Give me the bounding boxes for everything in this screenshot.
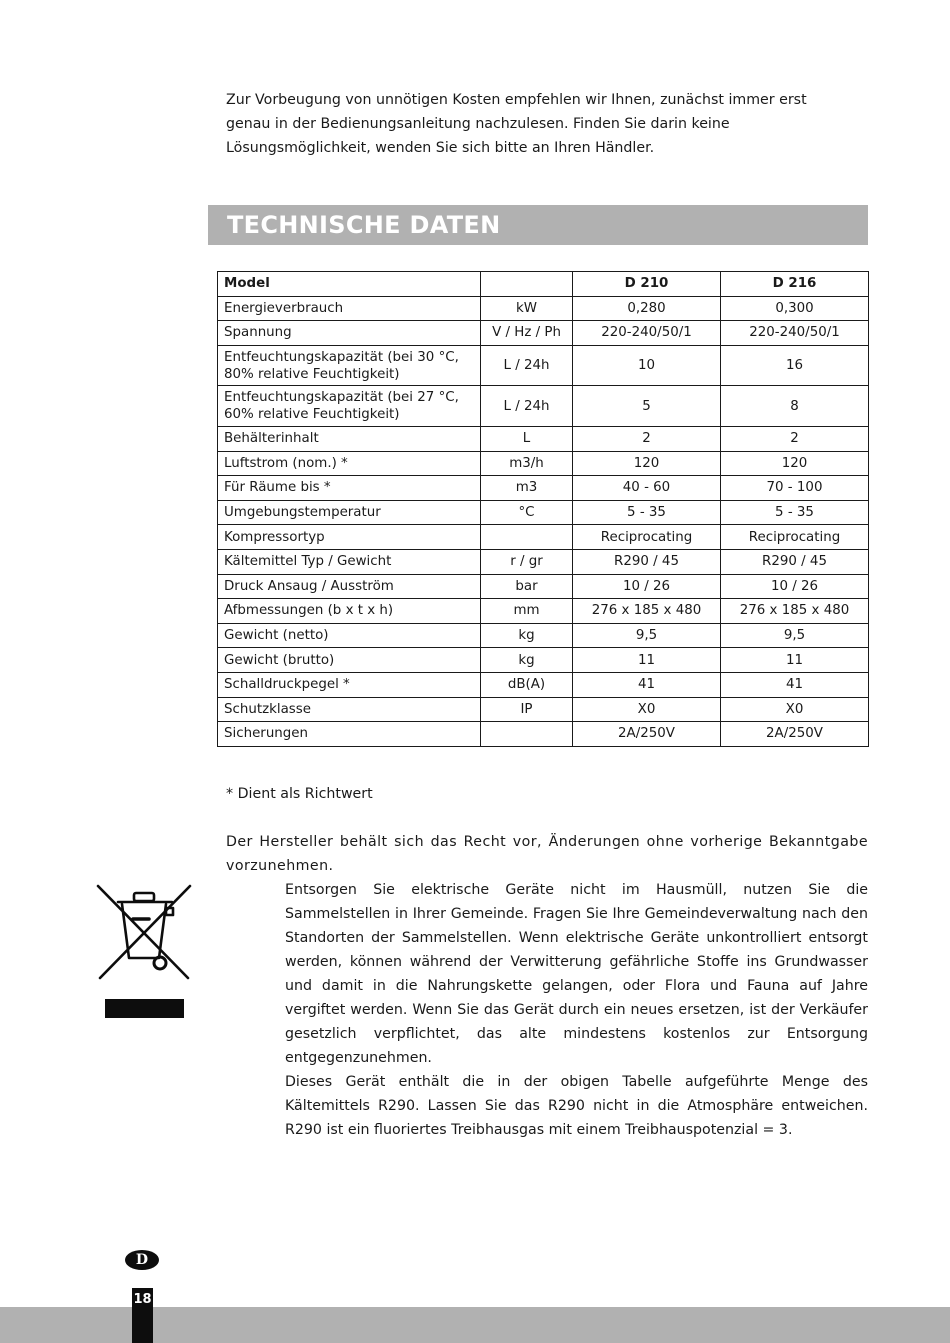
- spec-label-cell: Energieverbrauch: [218, 296, 481, 321]
- spec-d210-cell: X0: [573, 697, 721, 722]
- spec-d216-cell: 0,300: [721, 296, 869, 321]
- spec-d216-cell: 276 x 185 x 480: [721, 599, 869, 624]
- table-row: [218, 386, 869, 427]
- spec-d210-cell: 0,280: [573, 296, 721, 321]
- table-row: [218, 345, 869, 386]
- technical-data-table: [217, 271, 869, 747]
- spec-unit-cell: L / 24h: [481, 386, 573, 427]
- table-row: [218, 574, 869, 599]
- spec-unit-cell: bar: [481, 574, 573, 599]
- technical-data-table-body: [218, 272, 869, 747]
- spec-label-cell: Umgebungstemperatur: [218, 500, 481, 525]
- table-row: [218, 525, 869, 550]
- table-row: [218, 599, 869, 624]
- spec-unit-cell: [481, 525, 573, 550]
- spec-d216-cell: 220-240/50/1: [721, 321, 869, 346]
- spec-d210-cell: 276 x 185 x 480: [573, 599, 721, 624]
- spec-label-cell: Entfeuchtungskapazität (bei 27 °C, 60% relative Feuchtigkeit): [218, 386, 481, 427]
- weee-marking-bar: [105, 999, 184, 1018]
- rights-notice: Der Hersteller behält sich das Recht vor, Änderungen ohne vorherige Bekanntgabe vorzunehmen.: [226, 834, 868, 874]
- table-row: [218, 672, 869, 697]
- spec-d216-cell: 9,5: [721, 623, 869, 648]
- spec-d216-cell: 120: [721, 451, 869, 476]
- spec-unit-cell: [481, 272, 573, 297]
- spec-d210-cell: R290 / 45: [573, 549, 721, 574]
- spec-d210-cell: 10: [573, 345, 721, 386]
- table-row: [218, 549, 869, 574]
- language-badge: D: [125, 1250, 159, 1270]
- spec-label-cell: Luftstrom (nom.) *: [218, 451, 481, 476]
- spec-d216-cell: 16: [721, 345, 869, 386]
- spec-unit-cell: kW: [481, 296, 573, 321]
- spec-label-cell: Sicherungen: [218, 722, 481, 747]
- weee-bin-icon: [96, 884, 192, 980]
- page-number: 18: [133, 1292, 152, 1307]
- spec-label-cell: Kompressortyp: [218, 525, 481, 550]
- spec-d210-cell: 41: [573, 672, 721, 697]
- spec-d210-cell: 220-240/50/1: [573, 321, 721, 346]
- spec-d216-cell: R290 / 45: [721, 549, 869, 574]
- spec-d210-cell: 10 / 26: [573, 574, 721, 599]
- spec-d216-cell: 70 - 100: [721, 476, 869, 501]
- spec-unit-cell: m3/h: [481, 451, 573, 476]
- spec-d210-cell: 5: [573, 386, 721, 427]
- spec-unit-cell: V / Hz / Ph: [481, 321, 573, 346]
- spec-d216-cell: 8: [721, 386, 869, 427]
- spec-label-cell: Schalldruckpegel *: [218, 672, 481, 697]
- spec-unit-cell: mm: [481, 599, 573, 624]
- spec-d210-cell: 120: [573, 451, 721, 476]
- spec-unit-cell: r / gr: [481, 549, 573, 574]
- table-row: [218, 476, 869, 501]
- spec-label-cell: Gewicht (brutto): [218, 648, 481, 673]
- spec-d216-cell: 2A/250V: [721, 722, 869, 747]
- spec-d216-cell: Reciprocating: [721, 525, 869, 550]
- spec-d216-cell: D 216: [721, 272, 869, 297]
- spec-unit-cell: kg: [481, 648, 573, 673]
- spec-label-cell: Afbmessungen (b x t x h): [218, 599, 481, 624]
- spec-label-cell: Model: [218, 272, 481, 297]
- spec-unit-cell: dB(A): [481, 672, 573, 697]
- spec-d216-cell: 5 - 35: [721, 500, 869, 525]
- section-heading-bar: [208, 205, 868, 245]
- spec-unit-cell: m3: [481, 476, 573, 501]
- table-row: [218, 722, 869, 747]
- table-header-row: [218, 272, 869, 297]
- spec-d216-cell: 2: [721, 426, 869, 451]
- spec-d210-cell: 9,5: [573, 623, 721, 648]
- spec-label-cell: Druck Ansaug / Ausström: [218, 574, 481, 599]
- table-row: [218, 426, 869, 451]
- spec-d210-cell: Reciprocating: [573, 525, 721, 550]
- spec-d210-cell: 40 - 60: [573, 476, 721, 501]
- spec-label-cell: Kältemittel Typ / Gewicht: [218, 549, 481, 574]
- spec-label-cell: Gewicht (netto): [218, 623, 481, 648]
- refrigerant-paragraph: Dieses Gerät enthält die in der obigen Tabelle aufgeführte Menge des Kältemittels R290. Lassen Sie das R290 nicht in die Atmosphäre entweichen. R290 ist ein fluoriertes Treibhausgas mit einem Treibhauspotenzial = 3.: [285, 1074, 868, 1138]
- spec-unit-cell: [481, 722, 573, 747]
- spec-d216-cell: 11: [721, 648, 869, 673]
- spec-d210-cell: D 210: [573, 272, 721, 297]
- spec-d210-cell: 2: [573, 426, 721, 451]
- section-title: TECHNISCHE DATEN: [227, 211, 501, 239]
- spec-unit-cell: °C: [481, 500, 573, 525]
- table-row: [218, 321, 869, 346]
- table-row: [218, 623, 869, 648]
- spec-label-cell: Für Räume bis *: [218, 476, 481, 501]
- spec-unit-cell: L / 24h: [481, 345, 573, 386]
- spec-d216-cell: 41: [721, 672, 869, 697]
- spec-d216-cell: 10 / 26: [721, 574, 869, 599]
- spec-label-cell: Behälterinhalt: [218, 426, 481, 451]
- spec-d210-cell: 2A/250V: [573, 722, 721, 747]
- spec-unit-cell: IP: [481, 697, 573, 722]
- spec-label-cell: Entfeuchtungskapazität (bei 30 °C, 80% relative Feuchtigkeit): [218, 345, 481, 386]
- footnote: * Dient als Richtwert: [226, 786, 373, 802]
- spec-label-cell: Spannung: [218, 321, 481, 346]
- spec-unit-cell: L: [481, 426, 573, 451]
- spec-label-cell: Schutzklasse: [218, 697, 481, 722]
- table-row: [218, 648, 869, 673]
- disposal-paragraph: Entsorgen Sie elektrische Geräte nicht im Hausmüll, nutzen Sie die Sammelstellen in Ihrer Gemeinde. Fragen Sie Ihre Gemeindeverwaltung nach den Standorten der Sammelstellen. Wenn elektrische Geräte unkontrolliert entsorgt werden, können während der Verwitterung gefährliche Stoffe ins Grundwasser und damit in die Nahrungskette gelangen, oder Flora und Fauna auf Jahre vergiftet werden. Wenn Sie das Gerät durch ein neues ersetzen, ist der Verkäufer gesetzlich verpflichtet, das alte mindestens kostenlos zur Entsorgung entgegenzunehmen.: [285, 882, 868, 1066]
- table-row: [218, 451, 869, 476]
- spec-d216-cell: X0: [721, 697, 869, 722]
- table-row: [218, 697, 869, 722]
- spec-unit-cell: kg: [481, 623, 573, 648]
- intro-paragraph: Zur Vorbeugung von unnötigen Kosten empfehlen wir Ihnen, zunächst immer erst genau in der Bedienungsanleitung nachzulesen. Finden Sie darin keine Lösungsmöglichkeit, wenden Sie sich bitte an Ihren Händler.: [226, 92, 807, 156]
- spec-d210-cell: 11: [573, 648, 721, 673]
- table-row: [218, 296, 869, 321]
- table-row: [218, 500, 869, 525]
- spec-d210-cell: 5 - 35: [573, 500, 721, 525]
